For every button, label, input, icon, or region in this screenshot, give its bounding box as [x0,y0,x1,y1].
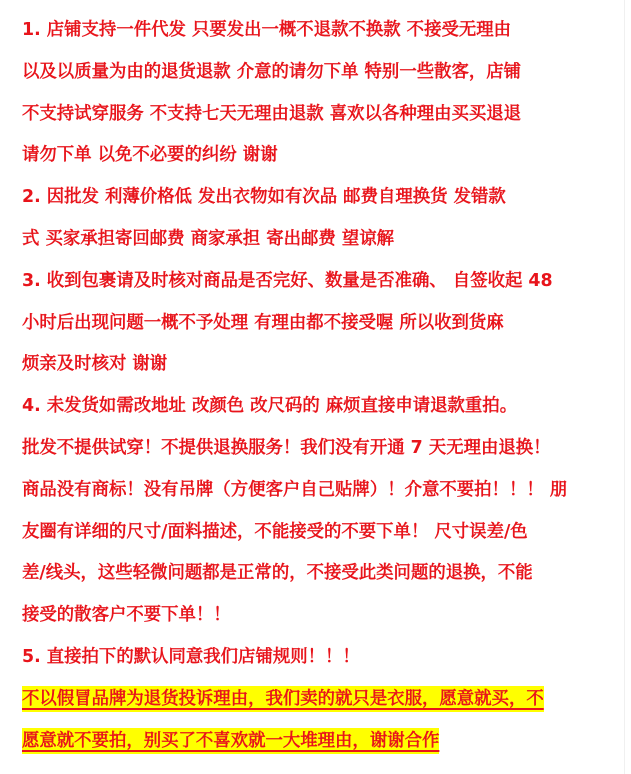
rule-5-line-1: 5. 直接拍下的默认同意我们店铺规则！！！ [22,646,360,667]
rule-4-line-3: 商品没有商标！没有吊牌（方便客户自己贴牌）！介意不要拍！！！ 朋 [22,479,568,500]
rule-5 [22,637,612,679]
rule-3-line-1: 3. 收到包裹请及时核对商品是否完好、数量是否准确、 自签收起 48 [22,270,553,291]
rule-1-line-3: 不支持试穿服务 不支持七天无理由退款 喜欢以各种理由买买退退 [22,103,522,124]
rule-4-line-4: 友圈有详细的尺寸/面料描述，不能接受的不要下单！ 尺寸误差/色 [22,521,528,542]
rule-4 [22,386,612,637]
rule-2-line-2: 式 买家承担寄回邮费 商家承担 寄出邮费 望谅解 [22,228,395,249]
highlighted-notice-line-2 [22,721,612,763]
highlighted-notice-line-1 [22,679,612,721]
rule-3-line-3: 烦亲及时核对 谢谢 [22,354,168,375]
rule-1-line-1: 1. 店铺支持一件代发 只要发出一概不退款不换款 不接受无理由 [22,20,512,40]
rule-2 [22,177,612,261]
rule-4-line-5: 差/线头，这些轻微问题都是正常的，不接受此类问题的退换，不能 [22,563,533,584]
rule-4-line-2: 批发不提供试穿！不提供退换服务！我们没有开通 7 天无理由退换！ [22,437,551,458]
rule-3-line-2: 小时后出现问题一概不予处理 有理由都不接受喔 所以收到货麻 [22,312,504,333]
rule-2-line-1: 2. 因批发 利薄价格低 发出衣物如有次品 邮费自理换货 发错款 [22,187,506,208]
highlighted-notice [22,679,612,763]
rule-4-line-6: 接受的散客户不要下单！！ [22,605,231,626]
rule-3 [22,261,612,386]
rule-4-line-1: 4. 未发货如需改地址 改颜色 改尺码的 麻烦直接申请退款重拍。 [22,396,518,417]
rule-1 [22,10,612,177]
rule-1-line-2: 以及以质量为由的退货退款 介意的请勿下单 特别一些散客，店铺 [22,61,522,82]
highlight-text-1: 不以假冒品牌为退货投诉理由，我们卖的就只是衣服，愿意就买，不 [22,686,544,712]
rule-1-line-4: 请勿下单 以免不必要的纠纷 谢谢 [22,145,278,166]
highlight-text-2: 愿意就不要拍，别买了不喜欢就一大堆理由，谢谢合作 [22,728,439,754]
page-edge-divider [624,0,625,774]
